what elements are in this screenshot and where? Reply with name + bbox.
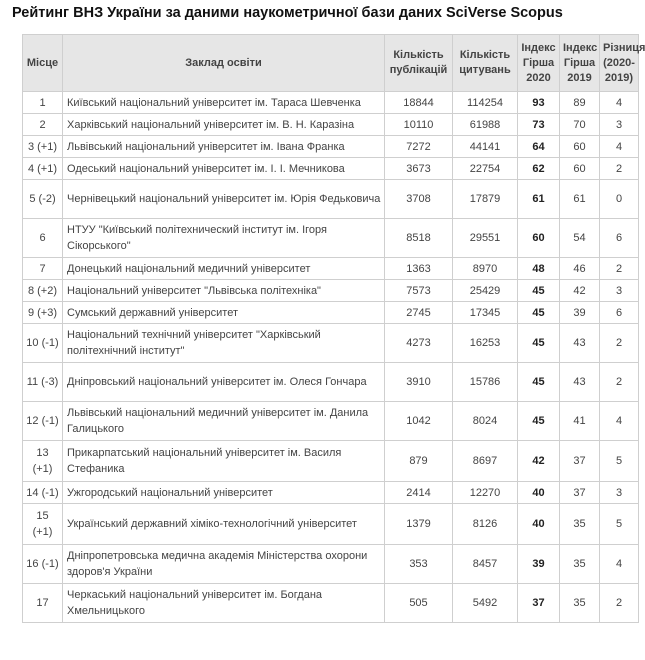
cell-difference: 2	[600, 158, 639, 180]
table-row	[23, 363, 639, 402]
cell-h-index-2020: 37	[518, 584, 560, 623]
cell-place: 6	[23, 219, 63, 258]
table-row	[23, 280, 639, 302]
cell-publications: 3673	[385, 158, 453, 180]
cell-place: 4 (+1)	[23, 158, 63, 180]
cell-name: НТУУ "Київський політехнический інститут ім. Ігоря Сікорського"	[63, 219, 385, 258]
cell-citations: 8970	[453, 258, 518, 280]
cell-difference: 0	[600, 180, 639, 219]
cell-name: Ужгородський національний університет	[63, 482, 385, 504]
cell-h-index-2020: 45	[518, 402, 560, 441]
cell-place: 10 (-1)	[23, 324, 63, 363]
cell-h-index-2020: 61	[518, 180, 560, 219]
table-row	[23, 324, 639, 363]
header-h-index-2020[interactable]: Індекс Гірша 2020	[518, 35, 560, 92]
cell-name: Одеський національний університет ім. І. І. Мечникова	[63, 158, 385, 180]
cell-h-index-2019: 70	[560, 114, 600, 136]
table-row	[23, 158, 639, 180]
cell-difference: 4	[600, 92, 639, 114]
cell-difference: 2	[600, 324, 639, 363]
cell-h-index-2020: 42	[518, 441, 560, 482]
cell-place: 15 (+1)	[23, 504, 63, 545]
cell-citations: 15786	[453, 363, 518, 402]
cell-difference: 3	[600, 114, 639, 136]
table-row	[23, 545, 639, 584]
cell-citations: 8126	[453, 504, 518, 545]
cell-h-index-2020: 64	[518, 136, 560, 158]
header-citations[interactable]: Кількість цитувань	[453, 35, 518, 92]
cell-h-index-2019: 43	[560, 363, 600, 402]
cell-h-index-2020: 40	[518, 504, 560, 545]
cell-publications: 2414	[385, 482, 453, 504]
cell-publications: 4273	[385, 324, 453, 363]
cell-citations: 22754	[453, 158, 518, 180]
cell-publications: 879	[385, 441, 453, 482]
cell-name: Черкаський національний університет ім. Богдана Хмельницького	[63, 584, 385, 623]
cell-h-index-2019: 35	[560, 584, 600, 623]
cell-h-index-2020: 45	[518, 363, 560, 402]
cell-h-index-2020: 45	[518, 324, 560, 363]
header-difference[interactable]: Різниця (2020-2019)	[600, 35, 639, 92]
cell-difference: 2	[600, 363, 639, 402]
table-row	[23, 504, 639, 545]
table-row	[23, 219, 639, 258]
cell-publications: 10110	[385, 114, 453, 136]
cell-place: 13 (+1)	[23, 441, 63, 482]
cell-citations: 16253	[453, 324, 518, 363]
cell-publications: 3708	[385, 180, 453, 219]
cell-place: 16 (-1)	[23, 545, 63, 584]
cell-difference: 4	[600, 136, 639, 158]
cell-place: 3 (+1)	[23, 136, 63, 158]
cell-citations: 25429	[453, 280, 518, 302]
cell-publications: 18844	[385, 92, 453, 114]
cell-publications: 8518	[385, 219, 453, 258]
table-row	[23, 441, 639, 482]
cell-citations: 12270	[453, 482, 518, 504]
cell-difference: 4	[600, 545, 639, 584]
cell-difference: 2	[600, 584, 639, 623]
cell-citations: 8457	[453, 545, 518, 584]
cell-citations: 29551	[453, 219, 518, 258]
table-row	[23, 180, 639, 219]
table-row	[23, 258, 639, 280]
cell-name: Дніпропетровська медична академія Міністерства охорони здоров'я України	[63, 545, 385, 584]
cell-h-index-2019: 42	[560, 280, 600, 302]
cell-name: Львівський національний медичний університет ім. Данила Галицького	[63, 402, 385, 441]
cell-h-index-2019: 61	[560, 180, 600, 219]
table-row	[23, 114, 639, 136]
table-row	[23, 482, 639, 504]
table-row	[23, 302, 639, 324]
cell-h-index-2020: 40	[518, 482, 560, 504]
cell-publications: 353	[385, 545, 453, 584]
cell-difference: 4	[600, 402, 639, 441]
cell-name: Дніпровський національний університет ім. Олеся Гончара	[63, 363, 385, 402]
cell-citations: 8024	[453, 402, 518, 441]
cell-name: Донецький національний медичний університет	[63, 258, 385, 280]
cell-place: 8 (+2)	[23, 280, 63, 302]
cell-h-index-2020: 39	[518, 545, 560, 584]
cell-h-index-2020: 60	[518, 219, 560, 258]
header-name[interactable]: Заклад освіти	[63, 35, 385, 92]
cell-citations: 114254	[453, 92, 518, 114]
cell-h-index-2019: 35	[560, 504, 600, 545]
cell-name: Національний університет "Львівська політехніка"	[63, 280, 385, 302]
cell-publications: 2745	[385, 302, 453, 324]
ranking-table	[22, 34, 645, 623]
cell-h-index-2019: 46	[560, 258, 600, 280]
page-title: Рейтинг ВНЗ України за даними наукометричної бази даних SciVerse Scopus	[12, 5, 563, 21]
table-row	[23, 402, 639, 441]
cell-difference: 2	[600, 258, 639, 280]
header-publications[interactable]: Кількість публікацій	[385, 35, 453, 92]
cell-citations: 5492	[453, 584, 518, 623]
cell-place: 12 (-1)	[23, 402, 63, 441]
cell-h-index-2019: 37	[560, 482, 600, 504]
cell-h-index-2019: 60	[560, 158, 600, 180]
cell-place: 5 (-2)	[23, 180, 63, 219]
cell-name: Чернівецький національний університет ім. Юрія Федьковича	[63, 180, 385, 219]
cell-difference: 6	[600, 302, 639, 324]
cell-h-index-2020: 62	[518, 158, 560, 180]
table-row	[23, 584, 639, 623]
cell-h-index-2020: 48	[518, 258, 560, 280]
cell-h-index-2019: 60	[560, 136, 600, 158]
cell-citations: 44141	[453, 136, 518, 158]
cell-name: Сумський державний університет	[63, 302, 385, 324]
cell-h-index-2019: 41	[560, 402, 600, 441]
cell-h-index-2019: 43	[560, 324, 600, 363]
cell-difference: 3	[600, 280, 639, 302]
cell-place: 9 (+3)	[23, 302, 63, 324]
header-place[interactable]: Місце	[23, 35, 63, 92]
cell-name: Український державний хіміко-технологічний університет	[63, 504, 385, 545]
cell-citations: 17879	[453, 180, 518, 219]
cell-difference: 3	[600, 482, 639, 504]
header-h-index-2019[interactable]: Індекс Гірша 2019	[560, 35, 600, 92]
cell-difference: 5	[600, 504, 639, 545]
cell-h-index-2019: 39	[560, 302, 600, 324]
cell-place: 14 (-1)	[23, 482, 63, 504]
cell-name: Львівський національний університет ім. Івана Франка	[63, 136, 385, 158]
cell-name: Національний технічний університет "Харківський політехнічний інститут"	[63, 324, 385, 363]
cell-publications: 7272	[385, 136, 453, 158]
cell-place: 11 (-3)	[23, 363, 63, 402]
cell-publications: 3910	[385, 363, 453, 402]
table-header-row	[23, 35, 639, 92]
cell-h-index-2019: 37	[560, 441, 600, 482]
cell-place: 1	[23, 92, 63, 114]
cell-h-index-2019: 35	[560, 545, 600, 584]
cell-place: 2	[23, 114, 63, 136]
cell-name: Київський національний університет ім. Тараса Шевченка	[63, 92, 385, 114]
cell-h-index-2019: 89	[560, 92, 600, 114]
cell-publications: 1363	[385, 258, 453, 280]
table-row	[23, 136, 639, 158]
cell-place: 17	[23, 584, 63, 623]
cell-name: Прикарпатський національний університет ім. Василя Стефаника	[63, 441, 385, 482]
table-row	[23, 92, 639, 114]
cell-citations: 17345	[453, 302, 518, 324]
ranking-table-container	[22, 34, 645, 623]
cell-citations: 61988	[453, 114, 518, 136]
cell-difference: 6	[600, 219, 639, 258]
cell-h-index-2020: 93	[518, 92, 560, 114]
cell-h-index-2020: 45	[518, 280, 560, 302]
cell-publications: 505	[385, 584, 453, 623]
cell-publications: 1379	[385, 504, 453, 545]
cell-name: Харківський національний університет ім. В. Н. Каразіна	[63, 114, 385, 136]
cell-place: 7	[23, 258, 63, 280]
cell-citations: 8697	[453, 441, 518, 482]
cell-publications: 7573	[385, 280, 453, 302]
cell-h-index-2019: 54	[560, 219, 600, 258]
cell-difference: 5	[600, 441, 639, 482]
cell-h-index-2020: 45	[518, 302, 560, 324]
cell-h-index-2020: 73	[518, 114, 560, 136]
cell-publications: 1042	[385, 402, 453, 441]
